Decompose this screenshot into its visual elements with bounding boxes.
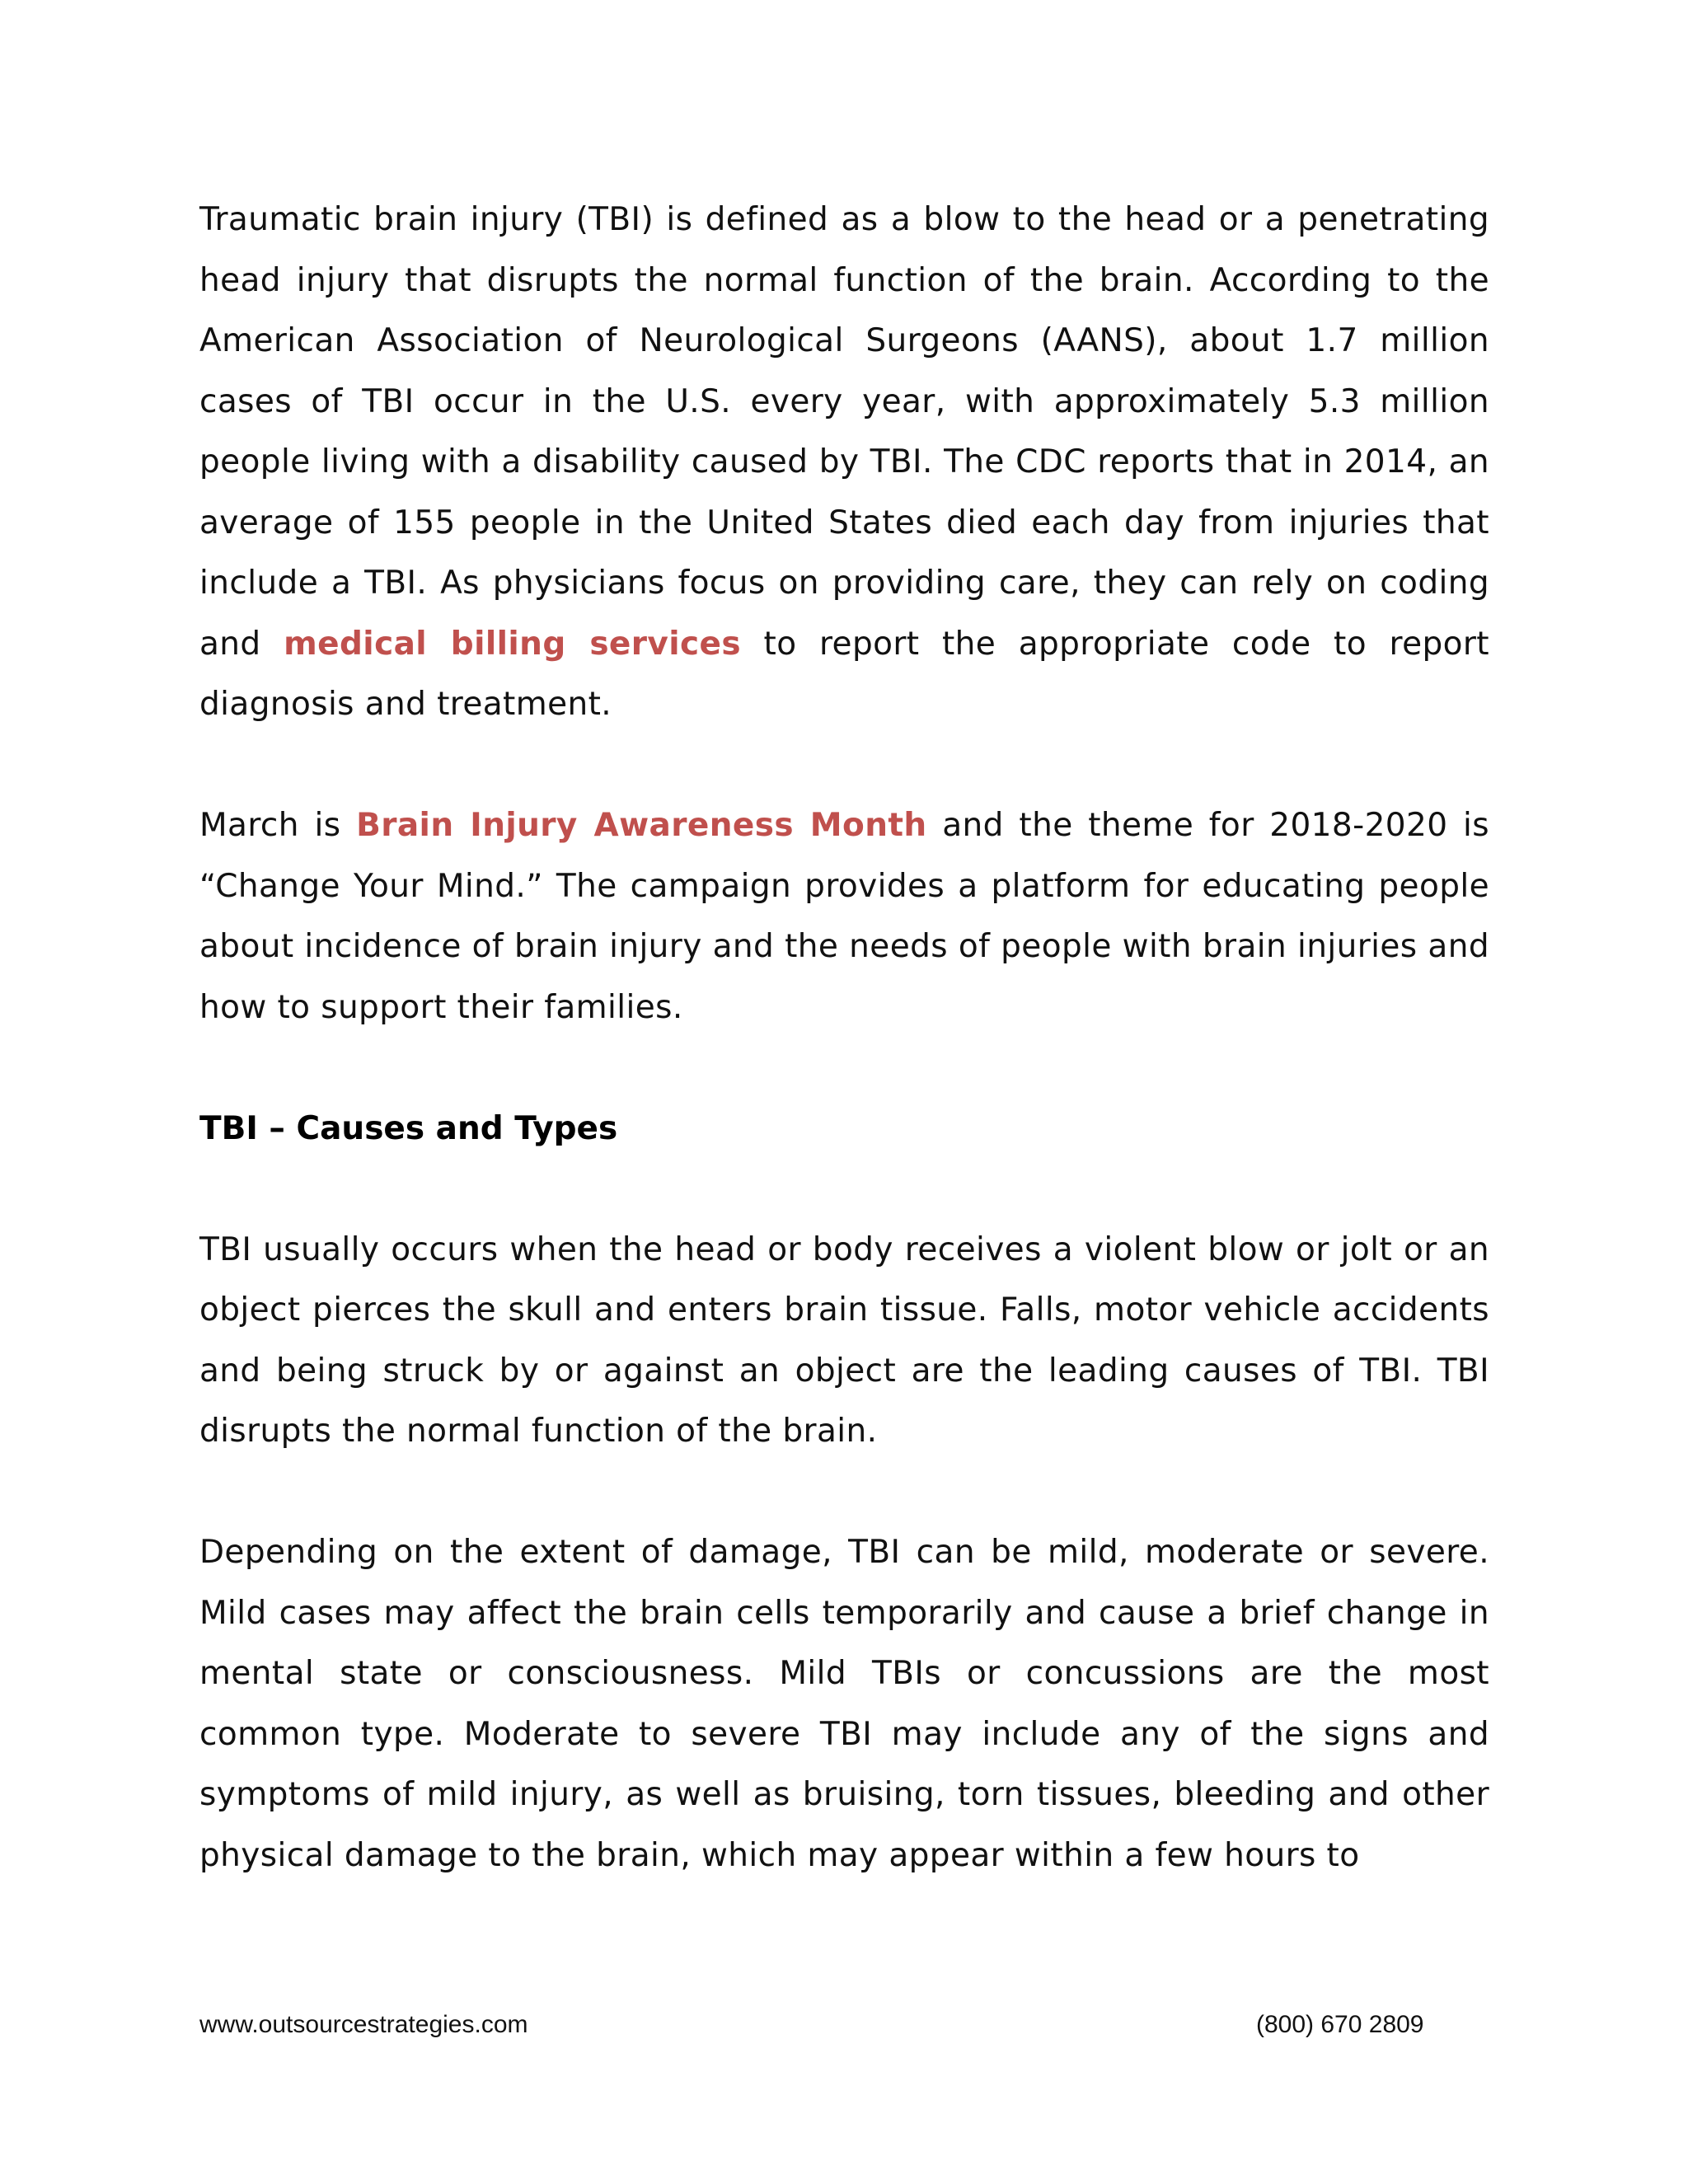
medical-billing-services-link[interactable]: medical billing services [284, 625, 741, 663]
paragraph-spacer [199, 1159, 1489, 1220]
paragraph-text: March is [199, 807, 357, 844]
paragraph-spacer [199, 1462, 1489, 1523]
paragraph-awareness-month [199, 795, 1489, 1038]
paragraph-spacer [199, 1038, 1489, 1099]
paragraph-tbi-definition [199, 190, 1489, 735]
paragraph-text: to report the appropriate code to report diagnosis and treatment. [199, 625, 1490, 723]
paragraph-causes: TBI usually occurs when the head or body receives a violent blow or jolt or an object pierces the skull and enters brain tissue. Falls, motor vehicle accidents and being struck by or against an object are the leading causes of TBI. TBI disrupts the normal function of the brain. [199, 1230, 1489, 1450]
paragraph-text: Traumatic brain injury (TBI) is defined as a blow to the head or a penetrating head injury that disrupts the normal function of the brain. According to the American Association of Neurological Surgeons (AANS), about 1.7 million cases of TBI occur in the U.S. every year, with approximately 5.3 million people living with a disability caused by TBI. The CDC reports that in 2014, an average of 155 people in the United States died each day from injuries that include a TBI. As physicians focus on providing care, they can rely on coding and [199, 201, 1489, 663]
footer-phone: (800) 670 2809 [1256, 2011, 1424, 2038]
paragraph-spacer [199, 735, 1489, 796]
brain-injury-awareness-month-link[interactable]: Brain Injury Awareness Month [356, 807, 927, 844]
article-body [199, 190, 1489, 1886]
paragraph-severity: Depending on the extent of damage, TBI can be mild, moderate or severe. Mild cases may affect the brain cells temporarily and cause a brief change in mental state or consciousness. Mild TBIs or concussions are the most common type. Moderate to severe TBI may include any of the signs and symptoms of mild injury, as well as bruising, torn tissues, bleeding and other physical damage to the brain, which may appear within a few hours to [199, 1534, 1489, 1874]
paragraph-text: and the theme for 2018-2020 is “Change Your Mind.” The campaign provides a platform for educating people about incidence of brain injury and the needs of people with brain injuries and how to support their families. [199, 807, 1489, 1026]
section-heading: TBI – Causes and Types [199, 1109, 618, 1147]
footer-website: www.outsourcestrategies.com [199, 2011, 528, 2038]
